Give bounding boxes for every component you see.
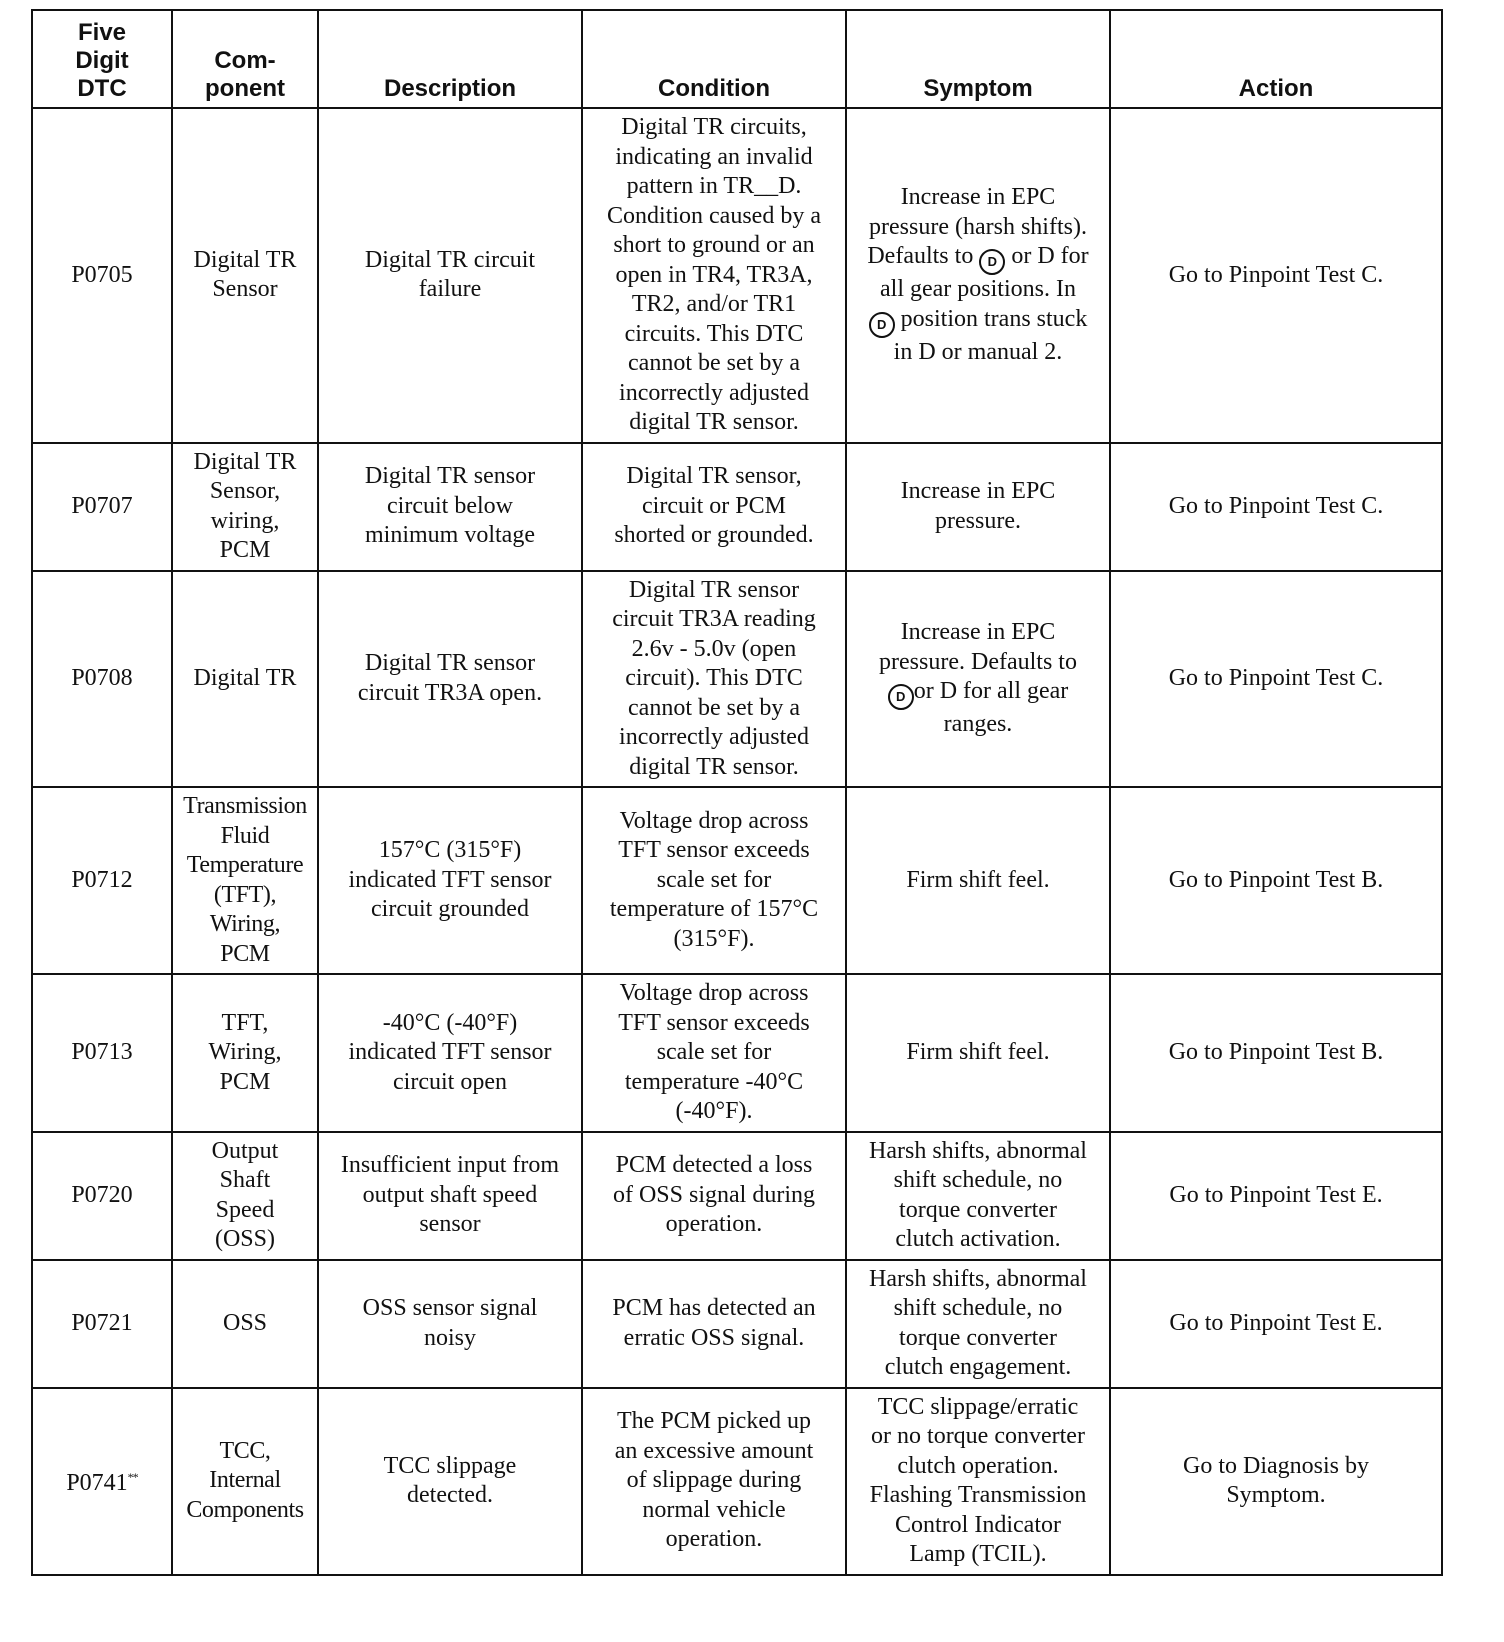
condition: Digital TR circuits, indicating an invalid pattern in TR__D. Condition caused by a short to ground or an open in TR4, TR3A, TR2, and/or TR1 circuits. This DTC cannot be set by a incorrectly adjusted digital TR sensor. — [582, 108, 846, 443]
header-component: Com- ponent — [172, 10, 318, 108]
dtc-table — [31, 9, 1443, 1576]
component: Transmission Fluid Temperature (TFT), Wiring, PCM — [172, 787, 318, 974]
dtc-code-text: P0741 — [66, 1470, 128, 1497]
symptom-part: or D for all gear positions. In — [880, 243, 1089, 303]
table-row — [32, 1388, 1442, 1575]
symptom-part: Increase in EPC pressure. Defaults to — [879, 619, 1077, 675]
description: -40°C (-40°F) indicated TFT sensor circuit open — [318, 974, 582, 1132]
footnote-mark: ** — [127, 1470, 138, 1485]
description: 157°C (315°F) indicated TFT sensor circuit grounded — [318, 787, 582, 974]
component: Output Shaft Speed (OSS) — [172, 1132, 318, 1260]
dtc-table-sheet — [31, 9, 1441, 1576]
component: Digital TR — [172, 571, 318, 788]
action: Go to Pinpoint Test C. — [1110, 571, 1442, 788]
dtc-code — [32, 1388, 172, 1575]
component: OSS — [172, 1260, 318, 1388]
table-row — [32, 787, 1442, 974]
table-row — [32, 571, 1442, 788]
table-row — [32, 108, 1442, 443]
condition: Digital TR sensor, circuit or PCM shorted or grounded. — [582, 443, 846, 571]
table-row — [32, 1260, 1442, 1388]
action: Go to Pinpoint Test B. — [1110, 787, 1442, 974]
header-action: Action — [1110, 10, 1442, 108]
symptom: Firm shift feel. — [846, 974, 1110, 1132]
description: Insufficient input from output shaft speed sensor — [318, 1132, 582, 1260]
circled-d-icon: D — [869, 312, 895, 338]
symptom: TCC slippage/erratic or no torque converter clutch operation. Flashing Transmission Control Indicator Lamp (TCIL). — [846, 1388, 1110, 1575]
dtc-code: P0707 — [32, 443, 172, 571]
header-description: Description — [318, 10, 582, 108]
description: TCC slippage detected. — [318, 1388, 582, 1575]
symptom: Harsh shifts, abnormal shift schedule, no torque converter clutch engagement. — [846, 1260, 1110, 1388]
dtc-code: P0708 — [32, 571, 172, 788]
action: Go to Pinpoint Test C. — [1110, 108, 1442, 443]
condition: Voltage drop across TFT sensor exceeds scale set for temperature -40°C (-40°F). — [582, 974, 846, 1132]
action: Go to Pinpoint Test B. — [1110, 974, 1442, 1132]
dtc-code: P0705 — [32, 108, 172, 443]
symptom: Harsh shifts, abnormal shift schedule, no torque converter clutch activation. — [846, 1132, 1110, 1260]
symptom: Increase in EPC pressure. — [846, 443, 1110, 571]
table-row — [32, 443, 1442, 571]
circled-d-icon: D — [979, 249, 1005, 275]
condition: Digital TR sensor circuit TR3A reading 2.6v - 5.0v (open circuit). This DTC cannot be set by a incorrectly adjusted digital TR sensor. — [582, 571, 846, 788]
circled-d-icon: D — [888, 684, 914, 710]
component: TFT, Wiring, PCM — [172, 974, 318, 1132]
component: Digital TR Sensor, wiring, PCM — [172, 443, 318, 571]
condition: PCM has detected an erratic OSS signal. — [582, 1260, 846, 1388]
table-row — [32, 1132, 1442, 1260]
component: TCC, Internal Components — [172, 1388, 318, 1575]
description: Digital TR sensor circuit below minimum voltage — [318, 443, 582, 571]
header-row — [32, 10, 1442, 108]
symptom-part: position trans stuck in D or manual 2. — [893, 305, 1088, 365]
dtc-code: P0721 — [32, 1260, 172, 1388]
header-symptom: Symptom — [846, 10, 1110, 108]
dtc-code: P0713 — [32, 974, 172, 1132]
symptom: Firm shift feel. — [846, 787, 1110, 974]
table-row — [32, 974, 1442, 1132]
component: Digital TR Sensor — [172, 108, 318, 443]
symptom — [846, 571, 1110, 788]
symptom-part: Increase in EPC pressure (harsh shifts). Defaults to — [867, 184, 1087, 270]
action: Go to Pinpoint Test E. — [1110, 1260, 1442, 1388]
symptom — [846, 108, 1110, 443]
dtc-code: P0720 — [32, 1132, 172, 1260]
symptom-part: or D for all gear ranges. — [913, 678, 1069, 737]
description: OSS sensor signal noisy — [318, 1260, 582, 1388]
action: Go to Diagnosis by Symptom. — [1110, 1388, 1442, 1575]
description: Digital TR circuit failure — [318, 108, 582, 443]
action: Go to Pinpoint Test E. — [1110, 1132, 1442, 1260]
condition: The PCM picked up an excessive amount of slippage during normal vehicle operation. — [582, 1388, 846, 1575]
description: Digital TR sensor circuit TR3A open. — [318, 571, 582, 788]
action: Go to Pinpoint Test C. — [1110, 443, 1442, 571]
condition: Voltage drop across TFT sensor exceeds scale set for temperature of 157°C (315°F). — [582, 787, 846, 974]
header-dtc: Five Digit DTC — [32, 10, 172, 108]
header-condition: Condition — [582, 10, 846, 108]
dtc-code: P0712 — [32, 787, 172, 974]
condition: PCM detected a loss of OSS signal during operation. — [582, 1132, 846, 1260]
